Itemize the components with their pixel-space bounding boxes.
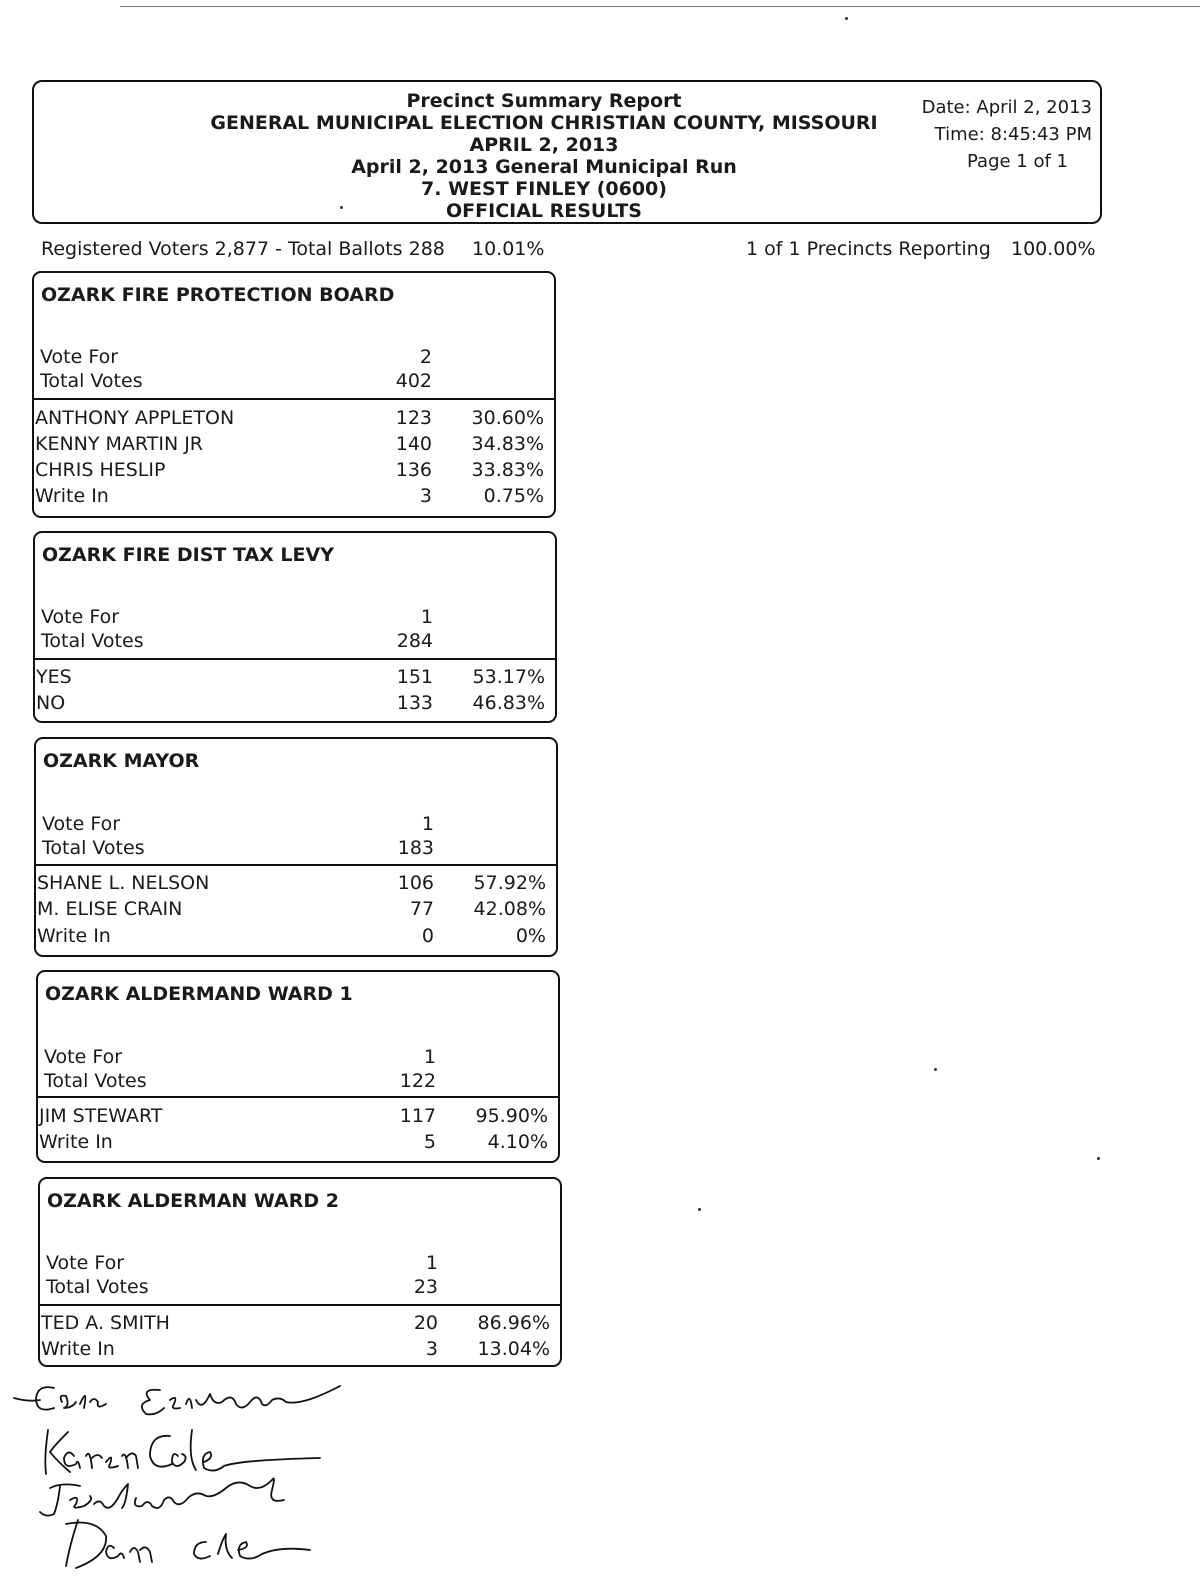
candidate-row: TED A. SMITH 20 86.96% (41, 1312, 550, 1334)
contest-title: OZARK FIRE PROTECTION BOARD (41, 284, 395, 306)
candidate-row: YES 151 53.17% (36, 666, 545, 688)
candidate-row: KENNY MARTIN JR 140 34.83% (35, 433, 544, 455)
vote-for-count: 1 (425, 1252, 438, 1274)
contest-divider (34, 398, 554, 400)
candidate-row: Write In 0 0% (37, 925, 546, 947)
registered-voters-summary: Registered Voters 2,877 - Total Ballots 288 (41, 238, 445, 260)
election-name: GENERAL MUNICIPAL ELECTION CHRISTIAN COUNTY, MISSOURI (210, 112, 878, 134)
total-votes-row: Total Votes 122 (44, 1070, 436, 1092)
signature-1 (14, 1386, 340, 1414)
vote-for-row: Vote For 1 (42, 813, 434, 835)
vote-for-row: Vote For 1 (41, 606, 433, 628)
scan-speck (845, 17, 848, 20)
candidate-row: Write In 5 4.10% (39, 1131, 548, 1153)
vote-for-row: Vote For 1 (44, 1046, 436, 1068)
precincts-reporting: 1 of 1 Precincts Reporting (746, 238, 991, 260)
total-votes-row: Total Votes 284 (41, 630, 433, 652)
precinct-name: 7. WEST FINLEY (0600) (421, 178, 667, 200)
vote-for-count: 1 (420, 606, 433, 628)
candidate-row: M. ELISE CRAIN 77 42.08% (37, 898, 546, 920)
results-status: OFFICIAL RESULTS (446, 200, 642, 222)
vote-for-row: Vote For 2 (40, 346, 432, 368)
total-votes-row: Total Votes 402 (40, 370, 432, 392)
candidate-row: SHANE L. NELSON 106 57.92% (37, 872, 546, 894)
contest-title: OZARK ALDERMAND WARD 1 (45, 983, 353, 1005)
turnout-percent: 10.01% (472, 238, 545, 260)
contest-fire-protection-board (32, 271, 556, 518)
total-votes-row: Total Votes 23 (46, 1276, 438, 1298)
vote-for-count: 1 (423, 1046, 436, 1068)
total-votes-count: 402 (395, 370, 432, 392)
contest-mayor (34, 737, 558, 957)
contest-divider (36, 864, 556, 866)
contest-title: OZARK MAYOR (43, 750, 200, 772)
candidate-row: NO 133 46.83% (36, 692, 545, 714)
contest-aldermand-ward-1 (36, 970, 560, 1163)
contest-title: OZARK ALDERMAN WARD 2 (47, 1190, 339, 1212)
report-meta (852, 94, 1092, 175)
total-votes-count: 183 (397, 837, 434, 859)
handwritten-signatures (10, 1378, 350, 1578)
page-number: Page 1 of 1 (967, 151, 1068, 172)
contest-divider (40, 1304, 560, 1306)
signature-4 (66, 1520, 310, 1568)
candidate-row: Write In 3 0.75% (35, 485, 544, 507)
total-votes-row: Total Votes 183 (42, 837, 434, 859)
contest-divider (38, 1096, 558, 1098)
candidate-row: JIM STEWART 117 95.90% (39, 1105, 548, 1127)
scan-speck (934, 1068, 937, 1071)
vote-for-count: 2 (419, 346, 432, 368)
signature-3 (40, 1478, 284, 1515)
scan-speck (698, 1208, 701, 1211)
total-votes-count: 122 (399, 1070, 436, 1092)
total-votes-count: 284 (396, 630, 433, 652)
run-name: April 2, 2013 General Municipal Run (351, 156, 737, 178)
report-time: Time: 8:45:43 PM (934, 124, 1092, 145)
contest-fire-dist-tax-levy (33, 531, 557, 723)
scan-speck (1097, 1157, 1100, 1160)
report-date: Date: April 2, 2013 (921, 97, 1092, 118)
candidate-row: CHRIS HESLIP 136 33.83% (35, 459, 544, 481)
election-date: APRIL 2, 2013 (469, 134, 619, 156)
contest-title: OZARK FIRE DIST TAX LEVY (42, 544, 334, 566)
contest-divider (35, 658, 555, 660)
total-votes-count: 23 (413, 1276, 438, 1298)
vote-for-count: 1 (421, 813, 434, 835)
candidate-row: Write In 3 13.04% (41, 1338, 550, 1360)
precincts-reporting-percent: 100.00% (1011, 238, 1096, 260)
report-header (32, 80, 1102, 224)
scan-edge-line (120, 6, 1200, 7)
signature-2 (45, 1430, 320, 1474)
contest-alderman-ward-2 (38, 1177, 562, 1367)
report-title: Precinct Summary Report (406, 90, 682, 112)
candidate-row: ANTHONY APPLETON 123 30.60% (35, 407, 544, 429)
vote-for-row: Vote For 1 (46, 1252, 438, 1274)
